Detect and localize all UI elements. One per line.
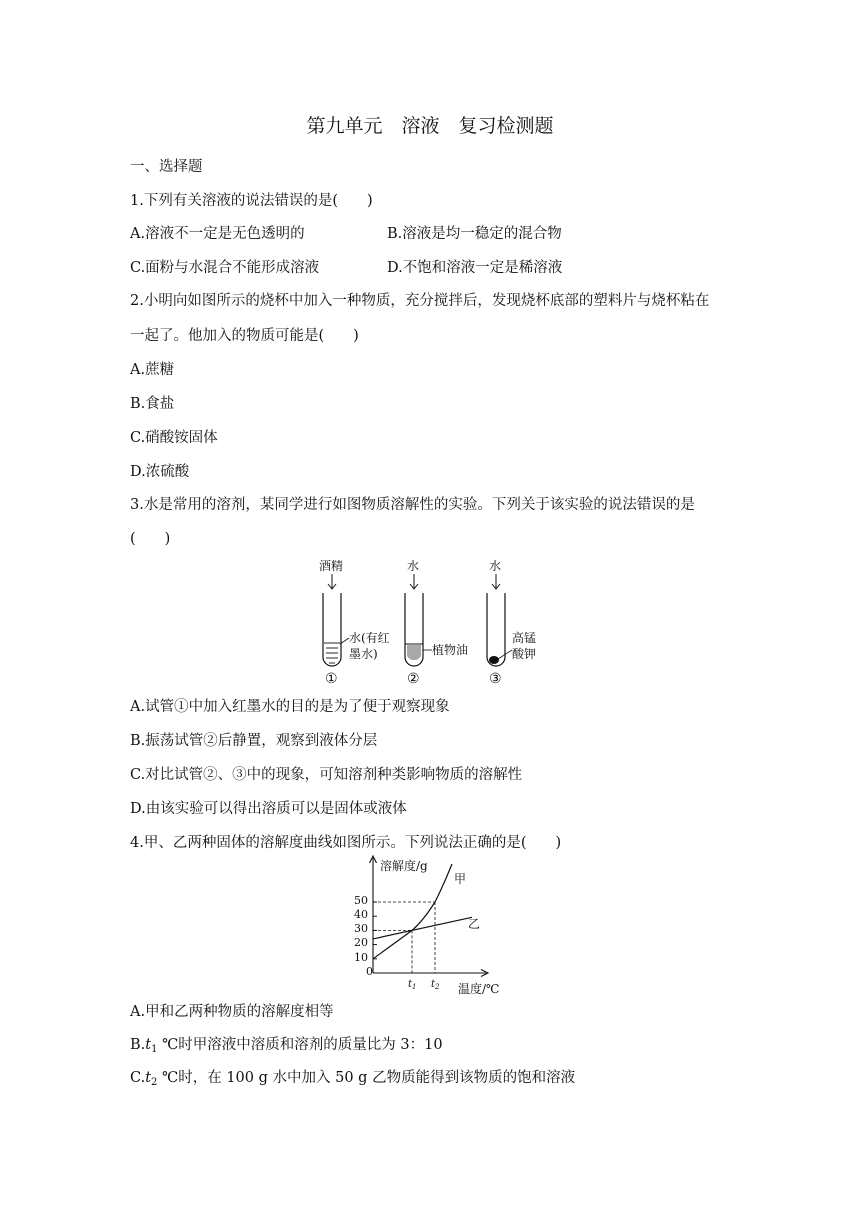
question-3-option-d: D.由该实验可以得出溶质可以是固体或液体 [130,801,407,817]
question-2-option-b: B.食盐 [130,396,175,412]
tube3-side-label-2: 酸钾 [512,647,537,661]
tube3-top-label: 水 [489,559,502,573]
question-2-option-c: C.硝酸铵固体 [130,430,218,446]
option-c-temp-subscript: 2 [151,1077,158,1088]
test-tube-3 [487,593,505,666]
question-4-option-a: A.甲和乙两种物质的溶解度相等 [130,1004,334,1020]
series-line-yi [373,917,472,939]
y-tick-label-50: 50 [354,894,368,907]
question-2-stem-line2: 一起了。他加入的物质可能是( ) [130,328,359,344]
section-heading: 一、选择题 [130,159,203,175]
page-title: 第九单元 溶液 复习检测题 [306,115,554,137]
question-1-option-a: A.溶液不一定是无色透明的 [130,226,305,242]
y-tick-label-30: 30 [354,922,368,935]
question-1-option-c: C.面粉与水混合不能形成溶液 [130,260,320,276]
tube2-top-label: 水 [407,559,420,573]
question-3-option-c: C.对比试管②、③中的现象，可知溶剂种类影响物质的溶解性 [130,767,523,783]
x-tick-label-t2: $t_2$ [431,979,440,991]
option-c-prefix: C. [130,1070,146,1086]
y-tick-label-40: 40 [354,908,368,921]
series-label-yi: 乙 [468,917,481,931]
series-line-jia [373,864,452,959]
tube2-number: ② [407,671,420,687]
tube1-liquid [324,643,340,663]
x-axis-label: 温度/℃ [458,982,500,996]
series-label-jia: 甲 [454,872,467,886]
y-tick-label-0: 0 [366,965,373,978]
y-tick-label-10: 10 [354,951,368,964]
question-1-option-d: D.不饱和溶液一定是稀溶液 [387,260,563,276]
question-3-stem-line1: 3.水是常用的溶剂，某同学进行如图物质溶解性的实验。下列关于该实验的说法错误的是 [130,497,695,513]
question-3-stem-line2: ( ) [130,531,171,547]
test-tube-figure [300,555,540,690]
y-axis-label: 溶解度/g [380,859,428,873]
question-4-option-c [130,1068,575,1093]
question-2-option-d: D.浓硫酸 [130,464,190,480]
tube3-side-label-1: 高锰 [512,631,537,645]
question-2-stem-line1: 2.小明向如图所示的烧杯中加入一种物质，充分搅拌后，发现烧杯底部的塑料片与烧杯粘在 [130,293,710,309]
tube1-side-label-2: 墨水) [349,647,378,661]
question-3-option-b: B.振荡试管②后静置，观察到液体分层 [130,733,378,749]
tube1-top-label: 酒精 [319,559,344,573]
tube3-solid [489,656,499,664]
option-b-text: ℃时甲溶液中溶质和溶剂的质量比为 3：10 [157,1037,443,1053]
question-4-option-b [130,1035,443,1060]
option-c-temp-symbol: t [145,1070,152,1086]
tube3-number: ③ [489,671,502,687]
question-3-option-a: A.试管①中加入红墨水的目的是为了便于观察现象 [130,699,450,715]
tube2-oil-layer [407,645,421,660]
test-tube-1 [323,593,341,666]
question-1-option-b: B.溶液是均一稳定的混合物 [387,226,562,242]
x-tick-label-t1: $t_1$ [408,979,417,991]
tube1-side-label-1: 水(有红 [349,631,390,645]
question-1-stem: 1.下列有关溶液的说法错误的是( ) [130,193,373,209]
tube1-number: ① [325,671,338,687]
question-2-option-a: A.蔗糖 [130,362,175,378]
option-b-temp-symbol: t [145,1037,152,1053]
tube2-side-label: 植物油 [432,643,469,657]
question-4-stem: 4.甲、乙两种固体的溶解度曲线如图所示。下列说法正确的是( ) [130,835,562,851]
option-b-prefix: B. [130,1037,146,1053]
option-c-text: ℃时，在 100 g 水中加入 50 g 乙物质能得到该物质的饱和溶液 [157,1070,576,1086]
option-b-temp-subscript: 1 [151,1044,158,1055]
y-tick-label-20: 20 [354,936,368,949]
solubility-chart [340,852,520,1002]
